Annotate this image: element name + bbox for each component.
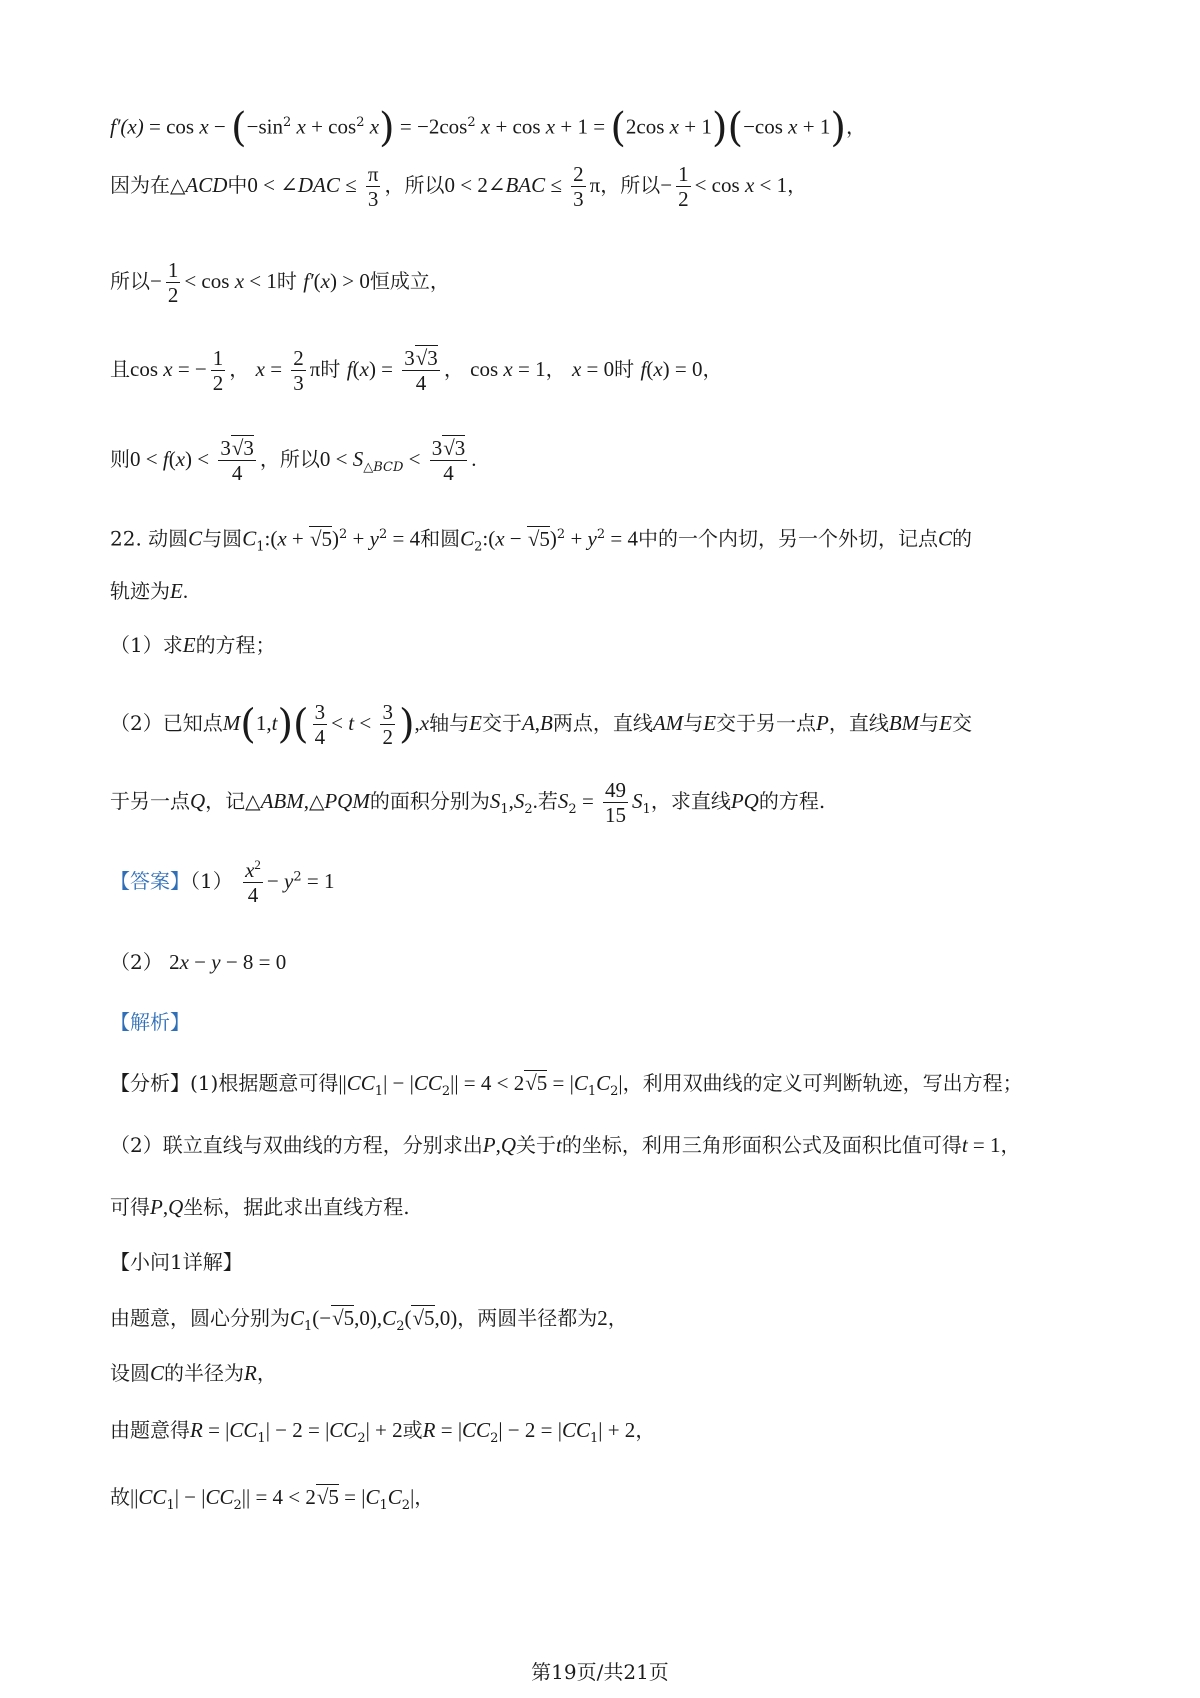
question-22-part-2-line-2: 于另一点Q，记△ABM,△PQM的面积分别为$S_1,S_2$.若$S_2$ = $\frac{49}{15}$ $S_1$，求直线PQ的方程. — [110, 778, 826, 828]
detail-line-1: 由题意，圆心分别为$C_1(-√5,0),C_2(√5,0)$，两圆半径都为2， — [110, 1306, 628, 1334]
text-line-5: 则0 < f(x) < $\frac{3√3}{4}$ ，所以$0 < S_{\triangle BCD}$ < $\frac{3√3}{4}$ . — [110, 436, 477, 486]
text-line-4: 且cos x = − $\frac{1}{2}$ ， x = $\frac{2}{3}$ π时 f(x) = $\frac{3√3}{4}$ ， cos x = 1， x = 0时 f(x) = 0， — [110, 346, 723, 396]
analysis-line-2: （2）联立直线与双曲线的方程，分别求出P,Q关于t的坐标，利用三角形面积公式及面积比值可得t = 1， — [110, 1133, 1021, 1157]
analysis-line-3: 可得P,Q坐标，据此求出直线方程. — [110, 1195, 410, 1219]
question-22-line-1: 22. 动圆C与圆$C_1:(x + √5)^2 + y^2 = 4$和圆$C_2:(x - √5)^2 + y^2 = 4$中的一个内切，另一个外切，记点C的 — [110, 526, 973, 555]
answer-line-2: （2） 2x − y − 8 = 0 — [110, 950, 287, 974]
analysis-heading: 【解析】 — [110, 1010, 190, 1034]
question-22-part-1: （1）求E的方程； — [110, 633, 276, 657]
text-line-3: 所以− $\frac{1}{2}$ < cos x < 1时 f′(x) > 0恒成立， — [110, 258, 450, 308]
answer-line-1: 【答案】（1） $\frac{x^2}{4}$ − $y^2 = 1$ — [110, 857, 335, 908]
equation-line-1: $f'(x) = \cos x - (-\sin^2$ $x + \cos^2 x) = -2\cos^2$ x + cos x + 1 = (2cos x + 1)(−cos x + 1)， — [110, 105, 866, 152]
question-22-line-2: 轨迹为E. — [110, 579, 189, 603]
detail-line-4: 故$||CC_1| - |CC_2|| = 4 < 2√5 = |C_1C_2|$， — [110, 1485, 435, 1513]
page-footer: 第19页/共21页 — [531, 1660, 669, 1684]
question-22-part-2-line-1: （2）已知点M(1,t)( $\frac{3}{4}$ < t < $\frac{3}{2}$ ),x轴与E交于A,B两点，直线AM与E交于另一点P，直线BM与E交 — [110, 700, 972, 750]
text-line-2: 因为在△ACD中0 < ∠DAC ≤ $\frac{\pi}{3}$ ，所以0 < 2∠BAC ≤ $\frac{2}{3}$ π，所以− $\frac{1}{2}$ < cos x < 1， — [110, 162, 808, 212]
answer-label: 【答案】 — [110, 869, 190, 894]
detail-line-2: 设圆C的半径为R， — [110, 1361, 277, 1385]
sub-question-1-heading: 【小问1详解】 — [110, 1250, 243, 1274]
detail-line-3: 由题意得$R = |CC_1| - 2 = |CC_2| + 2$或$R = |CC_2| - 2 = |CC_1| + 2$， — [110, 1418, 656, 1446]
analysis-line-1: 【分析】(1)根据题意可得$||CC_1| - |CC_2|| = 4 < 2√5 = |C_1C_2|$，利用双曲线的定义可判断轨迹，写出方程； — [110, 1071, 1023, 1099]
